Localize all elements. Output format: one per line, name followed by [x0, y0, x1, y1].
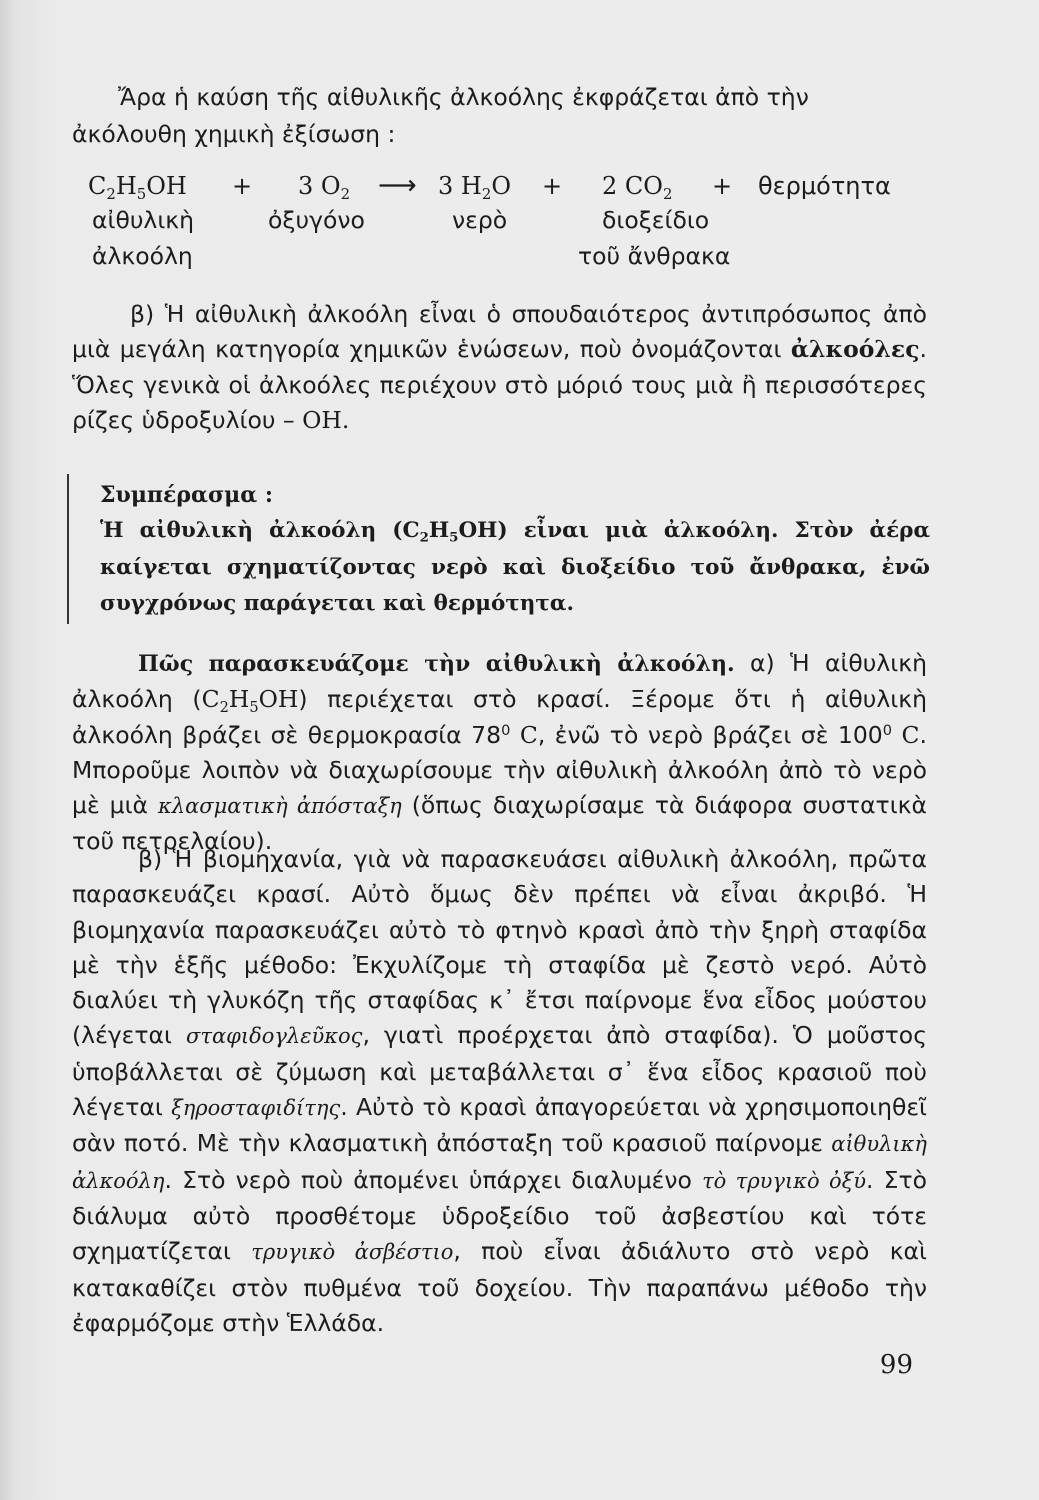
oxygen-label: ὀξυγόνο: [268, 206, 365, 234]
intro-line-1: Ἄρα ἡ καύση τῆς αἰθυλικῆς ἀλκοόλης ἐκφράζεται ἀπὸ τὴν: [118, 83, 809, 111]
industry-paragraph: β) Ἡ βιομηχανία, γιὰ νὰ παρασκευάσει αἰθυλικὴ ἀλκοόλη, πρῶτα παρασκευάζει κρασί. Αὐτὸ ὅμως δὲν πρέπει νὰ εἶναι ἀκριβό. Ἡ βιομηχανία παρασκευάζει αὐτὸ τὸ φτηνὸ κρασὶ ἀπὸ τὴν ξηρὴ σταφίδα μὲ τὴν ἑξῆς μέθοδο: Ἐκχυλίζομε τὴ σταφίδα μὲ ζεστὸ νερό. Αὐτὸ διαλύει τὴ γλυκόζη τῆς σταφίδας κ᾽ ἔτσι παίρνομε ἕνα εἶδος μούστου (λέγεται σταφιδογλεῦκος, γιατὶ προέρχεται ἀπὸ σταφίδα). Ὁ μοῦστος ὑποβάλλεται σὲ ζύμωση καὶ μεταβάλλεται σ᾽ ἕνα εἶδος κρασιοῦ ποὺ λέγεται ξηροσταφιδίτης. Αὐτὸ τὸ κρασὶ ἀπαγορεύεται νὰ χρησιμοποιηθεῖ σὰν ποτό. Μὲ τὴν κλασματικὴ ἀπόσταξη τοῦ κρασιοῦ παίρνομε αἰθυλικὴ ἀλκοόλη. Στὸ νερὸ ποὺ ἀπομένει ὑπάρχει διαλυμένο τὸ τρυγικὸ ὀξύ. Στὸ διάλυμα αὐτὸ προσθέτομε ὑδροξείδιο τοῦ ἀσβεστίου καὶ τότε σχηματίζεται τρυγικὸ ἀσβέστιο, ποὺ εἶναι ἀδιάλυτο στὸ νερὸ καὶ κατακαθίζει στὸν πυθμένα τοῦ δοχείου. Τὴν παραπάνω μέθοδο τὴν ἐφαρμόζομε στὴν Ἑλλάδα.: [72, 845, 928, 1337]
co2-label: διοξείδιο: [602, 206, 710, 234]
ethanol-formula: $C_2H_5OH$: [88, 172, 187, 204]
plus-sign: +: [542, 172, 563, 200]
conclusion-box: [67, 474, 939, 624]
reaction-arrow: ⟶: [378, 170, 417, 201]
intro-line-2: ἀκόλουθη χημικὴ ἐξίσωση :: [72, 120, 396, 148]
page-number: 99: [879, 1350, 913, 1380]
conclusion-text: Ἡ αἰθυλικὴ ἀλκοόλη $(C_2H_5OH)$ εἶναι μιὰ ἀλκοόλη. Στὸν ἀέρα καίγεται σχηματίζοντας νερὸ καὶ διοξείδιο τοῦ ἄνθρακα, ἐνῶ συγχρόνως παράγεται καὶ θερμότητα.: [100, 518, 930, 616]
ethanol-label: αἰθυλικὴ: [92, 206, 195, 234]
plus-sign: +: [232, 172, 253, 200]
alcohols-paragraph: β) Ἡ αἰθυλικὴ ἀλκοόλη εἶναι ὁ σπουδαιότερος ἀντιπρόσωπος ἀπὸ μιὰ μεγάλη κατηγορία χημικῶν ἑνώσεων, ποὺ ὀνομάζονται ἀλκοόλες. Ὅλες γενικὰ οἱ ἀλκοόλες περιέχουν στὸ μόριό τους μιὰ ἢ περισσότερες ρίζες ὑδροξυλίου – OH.: [72, 300, 927, 434]
heat-label: θερμότητα: [758, 172, 891, 200]
ethanol-label: ἀλκοόλη: [92, 242, 193, 270]
preparation-paragraph: Πῶς παρασκευάζομε τὴν αἰθυλικὴ ἀλκοόλη. α) Ἡ αἰθυλικὴ ἀλκοόλη $(C_2H_5OH)$ περιέχεται στὸ κρασί. Ξέρομε ὅτι ἡ αἰθυλικὴ ἀλκοόλη βράζει σὲ θερμοκρασία $78^0$ C, ἐνῶ τὸ νερὸ βράζει σὲ $100^0$ C. Μποροῦμε λοιπὸν νὰ διαχωρίσουμε τὴν αἰθυλικὴ ἀλκοόλη ἀπὸ τὸ νερὸ μὲ μιὰ κλασματικὴ ἀπόσταξη (ὅπως διαχωρίσαμε τὰ διάφορα συστατικὰ τοῦ πετρελαίου).: [72, 649, 927, 856]
co2-formula: 2 $CO_2$: [602, 172, 673, 204]
oxygen-formula: 3 $O_2$: [298, 172, 351, 204]
water-label: νερὸ: [452, 206, 508, 234]
conclusion-title: Συμπέρασμα :: [100, 482, 273, 508]
co2-label: τοῦ ἄνθρακα: [578, 242, 731, 270]
plus-sign: +: [712, 172, 733, 200]
water-formula: 3 $H_2O$: [438, 172, 512, 204]
